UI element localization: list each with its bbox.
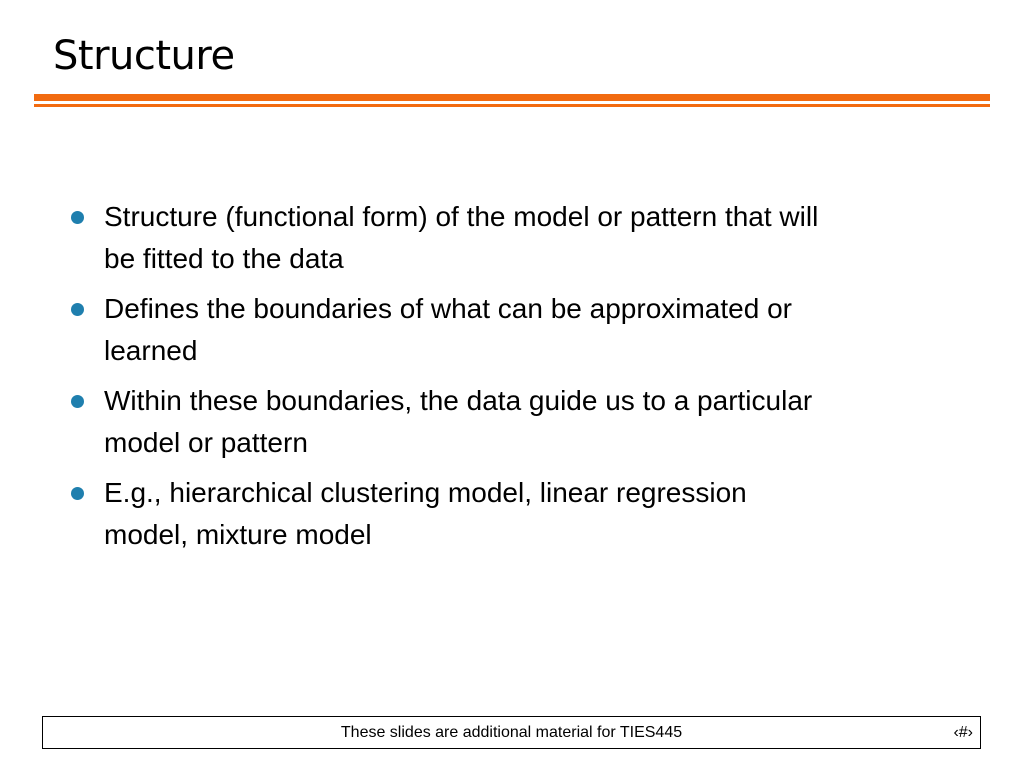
slide-title: Structure xyxy=(53,33,235,79)
bullet-dot-icon xyxy=(71,211,84,224)
bullet-text-line: Within these boundaries, the data guide us to a particular xyxy=(104,385,813,416)
bullet-dot-icon xyxy=(71,395,84,408)
bullet-item xyxy=(71,380,986,464)
bullet-item xyxy=(71,288,986,372)
title-underline-thick xyxy=(34,94,990,101)
title-underline-thin xyxy=(34,104,990,107)
bullet-dot-icon xyxy=(71,303,84,316)
bullet-text-line: E.g., hierarchical clustering model, linear regression xyxy=(104,477,747,508)
bullet-text-line: learned xyxy=(104,335,198,366)
bullet-item xyxy=(71,472,986,556)
bullet-text-line: be fitted to the data xyxy=(104,243,344,274)
bullet-dot-icon xyxy=(71,487,84,500)
bullet-text-line: model, mixture model xyxy=(104,519,372,550)
bullet-item xyxy=(71,196,986,280)
bullet-text-line: Structure (functional form) of the model or pattern that will xyxy=(104,201,819,232)
bullet-text-line: Defines the boundaries of what can be approximated or xyxy=(104,293,792,324)
footer xyxy=(42,716,981,749)
slide-number: ‹#› xyxy=(953,724,973,741)
footer-text: These slides are additional material for TIES445 xyxy=(340,724,683,741)
bullet-text-line: model or pattern xyxy=(104,427,308,458)
bullet-list xyxy=(71,196,986,564)
